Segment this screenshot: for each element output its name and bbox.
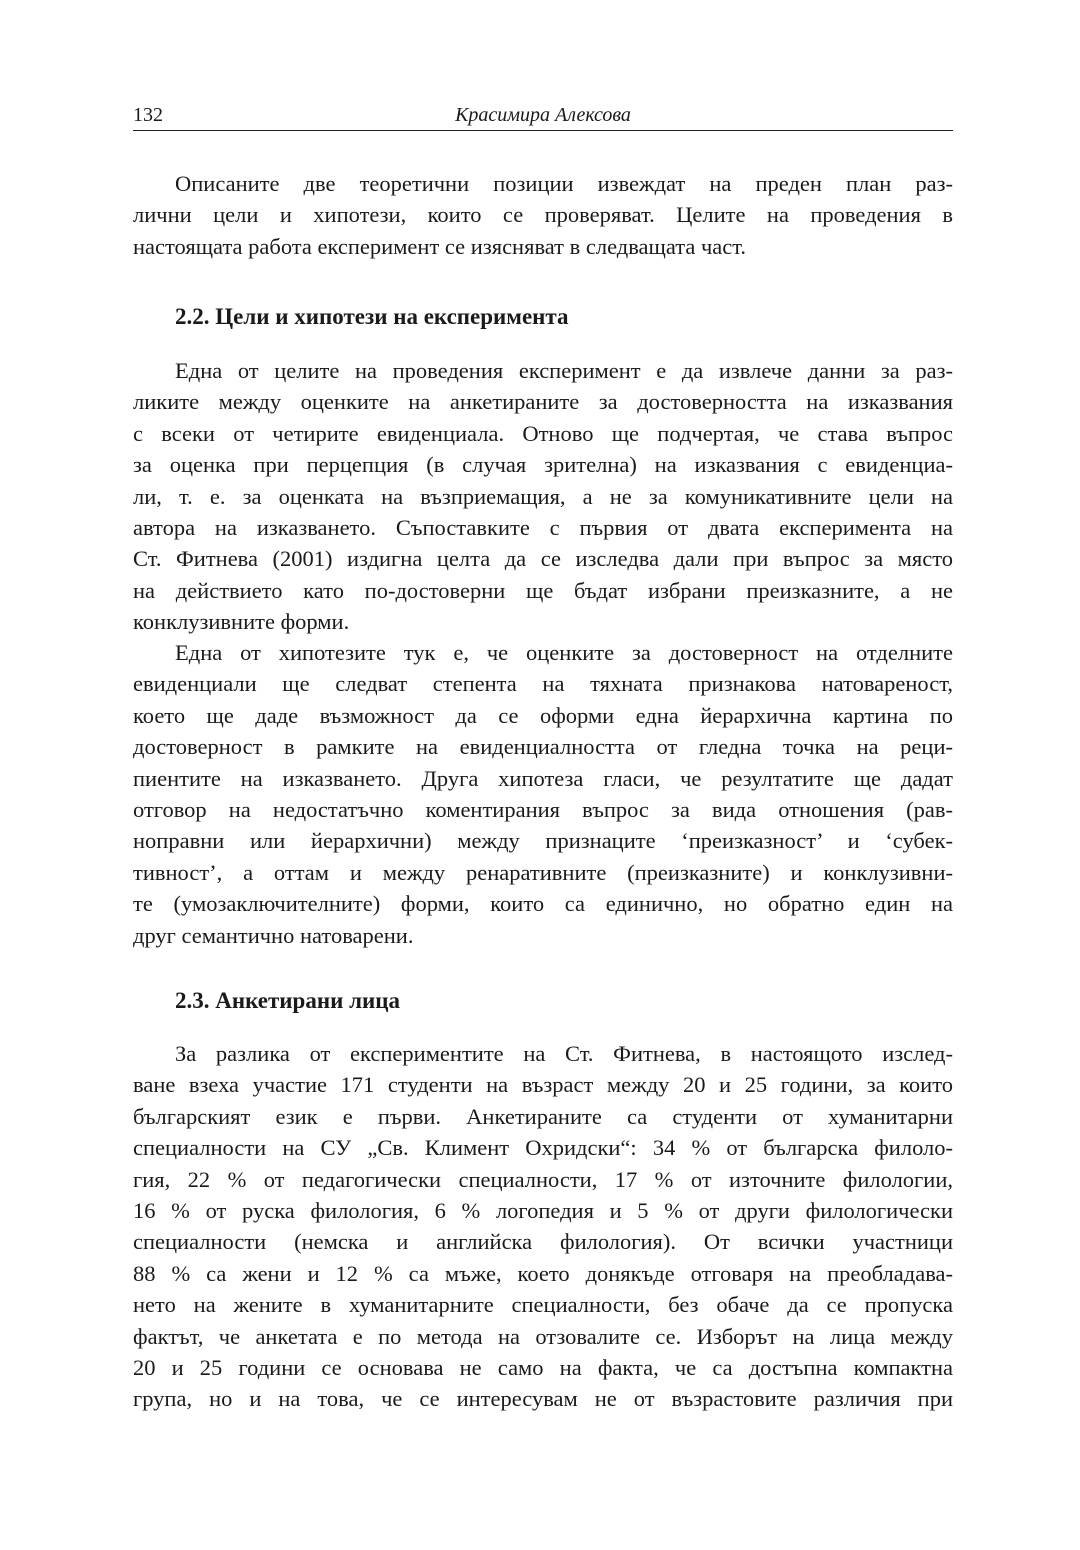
text-line: достоверност в рамките на евиденциалността от гледна точка на реци- [133, 734, 953, 760]
text-line: фактът, че анкетата е по метода на отзовалите се. Изборът на лица между [133, 1323, 953, 1349]
running-header [133, 104, 953, 130]
text-line: специалности на СУ „Св. Климент Охридски“: 34 % от българска филоло- [133, 1135, 953, 1161]
text-line: Ст. Фитнева (2001) издигна целта да се изследва дали при въпрос за място [133, 546, 953, 572]
text-line: което ще даде възможност да се оформи една йерархична картина по [133, 702, 953, 728]
text-line: гия, 22 % от педагогически специалности, 17 % от източните филологии, [133, 1166, 953, 1192]
text-line: Описаните две теоретични позиции извеждат на преден план раз- [175, 171, 953, 196]
text-line: българският език е първи. Анкетираните са студенти от хуманитарни [133, 1103, 953, 1129]
text-line: лични цели и хипотези, които се проверяват. Целите на проведения в [133, 202, 953, 228]
text-line: 20 и 25 години се основава не само на факта, че са достъпна компактна [133, 1354, 953, 1380]
paragraph-intro [133, 168, 953, 262]
text-line: с всеки от четирите евиденциала. Отново ще подчертая, че става въпрос [133, 420, 953, 446]
text-line: евиденциали ще следват степента на тяхната признакова натовареност, [133, 671, 953, 697]
running-header-author: Красимира Алексова [455, 104, 631, 126]
page-number: 132 [133, 104, 163, 126]
text-line: настоящата работа експеримент се изясняват в следващата част. [133, 233, 747, 259]
text-line: отговор на недостатъчно коментирания въпрос за вида отношения (рав- [133, 796, 953, 822]
paragraph-goals [133, 355, 953, 638]
text-line: група, но и на това, че се интересувам не от възрастовите различия при [133, 1386, 953, 1412]
text-line: автора на изказването. Съпоставките с първия от двата експеримента на [133, 514, 953, 540]
text-line: специалности (немска и английска филология). От всички участници [133, 1229, 953, 1255]
text-line: 88 % са жени и 12 % са мъже, което донякъде отговаря на преобладава- [133, 1260, 953, 1286]
paragraph-participants [133, 1038, 953, 1415]
text-line: ноправни или йерархични) между признаците ‘преизказност’ и ‘субек- [133, 828, 953, 854]
text-line: пиентите на изказването. Друга хипотеза гласи, че резултатите ще дадат [133, 765, 953, 791]
text-line: Една от хипотезите тук е, че оценките за достоверност на отделните [175, 640, 953, 665]
text-line: на действието като по-достоверни ще бъдат избрани преизказните, а не [133, 577, 953, 603]
header-rule [133, 130, 953, 131]
text-line: 16 % от руска филология, 6 % логопедия и 5 % от други филологически [133, 1197, 953, 1223]
text-line: друг семантично натоварени. [133, 922, 414, 948]
text-line: ликите между оценките на анкетираните за достоверността на изказвания [133, 389, 953, 415]
text-line: конклузивните форми. [133, 609, 350, 635]
text-line: Една от целите на проведения експеримент е да извлече данни за раз- [175, 358, 953, 383]
text-line: за оценка при перцепция (в случая зрителна) на изказвания с евиденциа- [133, 452, 953, 478]
text-line: За разлика от експериментите на Ст. Фитнева, в настоящото изслед- [175, 1041, 953, 1066]
text-line: ли, т. е. за оценката на възприемащия, а не за комуникативните цели на [133, 483, 953, 509]
paragraph-hypotheses [133, 637, 953, 951]
text-line: нето на жените в хуманитарните специалности, без обаче да се пропуска [133, 1292, 953, 1318]
text-line: тивност’, а оттам и между ренаративните (преизказните) и конклузивни- [133, 859, 953, 885]
section-heading-2-3: 2.3. Анкетирани лица [175, 988, 401, 1013]
section-heading-2-2: 2.2. Цели и хипотези на експеримента [175, 304, 569, 329]
text-line: ване взеха участие 171 студенти на възраст между 20 и 25 години, за които [133, 1072, 953, 1098]
text-line: те (умозаключителните) форми, които са единично, но обратно един на [133, 891, 953, 917]
